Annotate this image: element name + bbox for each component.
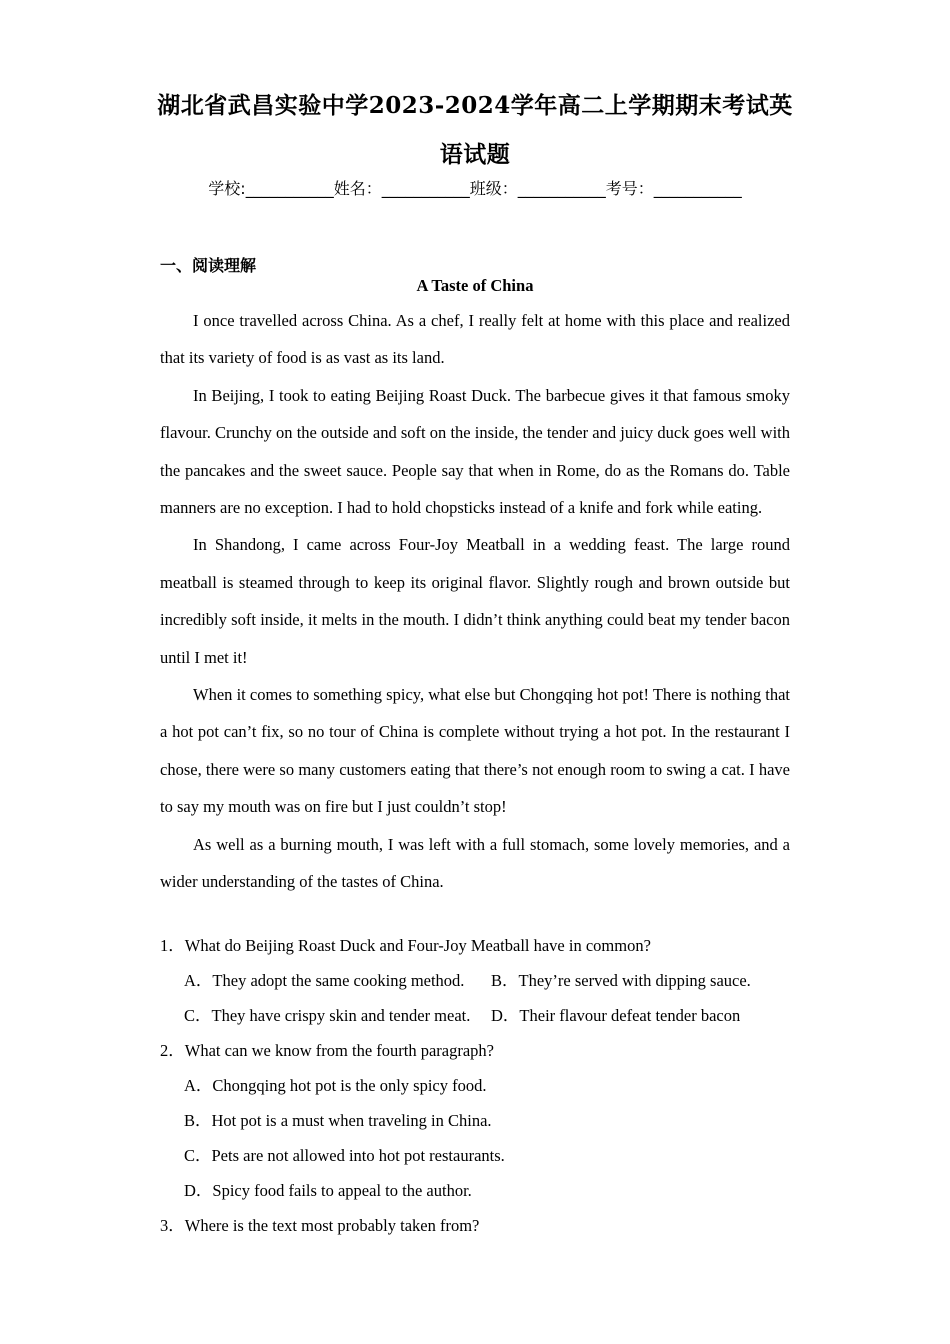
question-2-option-d: D．Spicy food fails to appeal to the author. <box>184 1181 472 1200</box>
section-heading: 一、阅读理解 <box>160 256 257 275</box>
student-info-line: 学校:___________姓名：___________班级：___________考号：___________ <box>208 179 742 198</box>
question-2-option-c: C．Pets are not allowed into hot pot restaurants. <box>184 1146 505 1165</box>
question-2-option-a: A．Chongqing hot pot is the only spicy food. <box>184 1076 487 1095</box>
article-title: A Taste of China <box>416 276 534 295</box>
article-paragraph: In Shandong, I came across Four-Joy Meatball in a wedding feast. The large round meatball is steamed through to keep its original flavor. Slightly rough and brown outside but incredibly soft inside, it melts in the mouth. I didn’t think anything could beat my tender bacon until I met it! <box>160 535 790 667</box>
question-1-option-a: A．They adopt the same cooking method. <box>184 971 465 990</box>
question-2-stem: 2．What can we know from the fourth paragraph? <box>160 1041 494 1060</box>
question-3-stem: 3．Where is the text most probably taken from? <box>160 1216 480 1235</box>
question-1-option-d: D．Their flavour defeat tender bacon <box>491 1006 741 1025</box>
article-paragraph: In Beijing, I took to eating Beijing Roast Duck. The barbecue gives it that famous smoky flavour. Crunchy on the outside and soft on the inside, the tender and juicy duck goes well with the pancakes and the sweet sauce. People say that when in Rome, do as the Romans do. Table manners are no exception. I had to hold chopsticks instead of a knife and fork while eating. <box>160 385 790 518</box>
exam-title-line-2: 语试题 <box>439 141 511 168</box>
article-paragraph: As well as a burning mouth, I was left with a full stomach, some lovely memories, and a wider understanding of the tastes of China. <box>160 834 790 892</box>
article-paragraph: When it comes to something spicy, what else but Chongqing hot pot! There is nothing that a hot pot can’t fix, so no tour of China is complete without trying a hot pot. In the restaurant I chose, there were so many customers eating that there’s not enough room to swing a cat. I have to say my mouth was on fire but I just couldn’t stop! <box>160 685 790 817</box>
question-2-option-b: B．Hot pot is a must when traveling in China. <box>184 1111 492 1130</box>
article-paragraph: I once travelled across China. As a chef, I really felt at home with this place and realized that its variety of food is as vast as its land. <box>160 311 790 368</box>
question-1-option-b: B．They’re served with dipping sauce. <box>491 971 751 990</box>
exam-title-line-1: 湖北省武昌实验中学2023-2024学年高二上学期期末考试英 <box>157 92 793 119</box>
question-1-stem: 1．What do Beijing Roast Duck and Four-Joy Meatball have in common? <box>160 936 651 955</box>
question-1-option-c: C．They have crispy skin and tender meat. <box>184 1006 471 1025</box>
article-body <box>160 302 790 901</box>
